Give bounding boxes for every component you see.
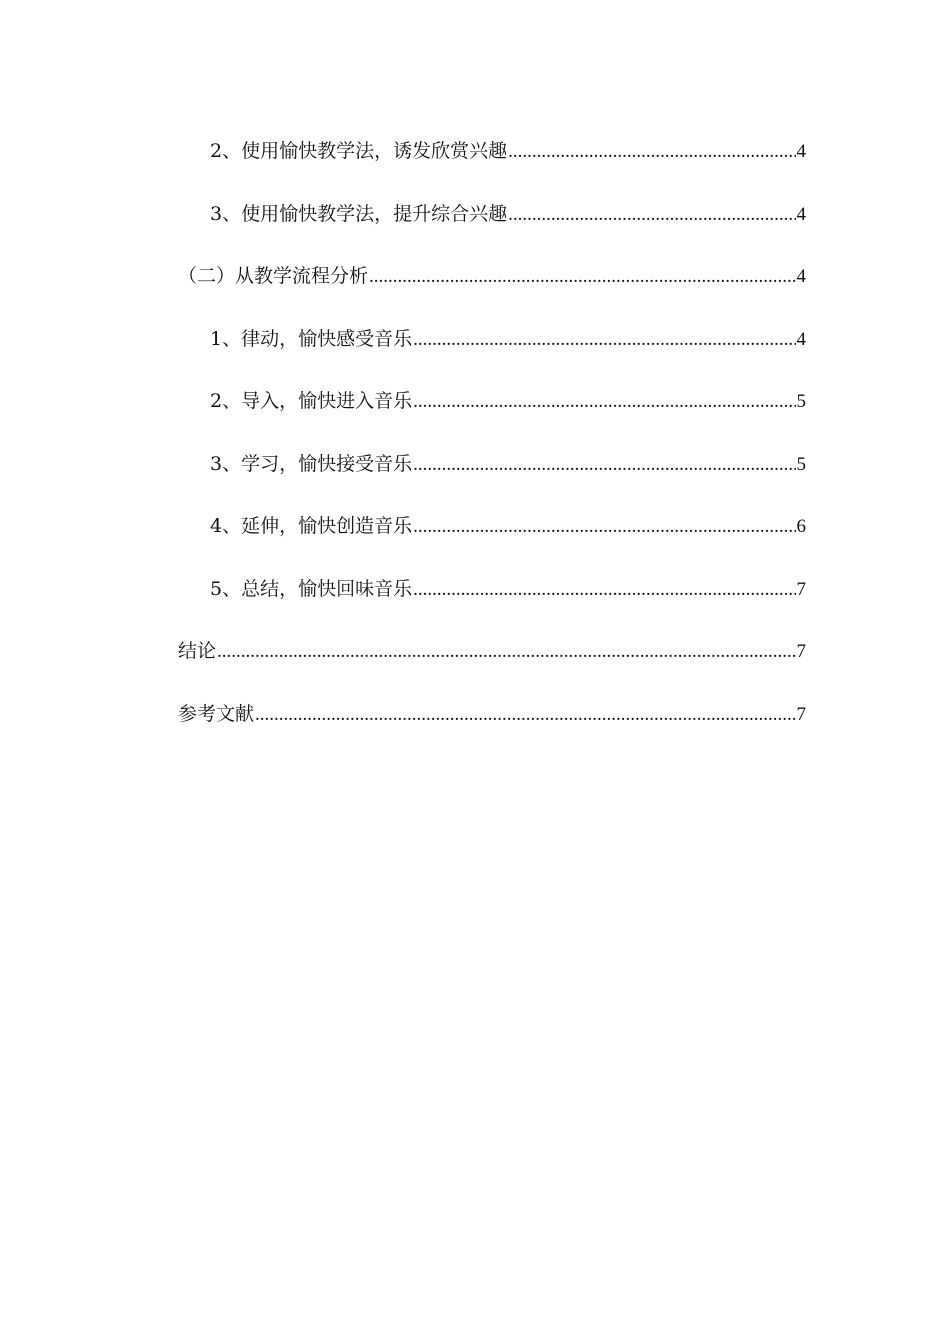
toc-dot-leader [369,258,795,296]
toc-dot-leader [413,571,795,609]
toc-entry[interactable] [178,507,806,570]
toc-entry[interactable] [178,382,806,445]
toc-entry[interactable] [178,695,806,758]
toc-entry-title: 参考文献 [178,702,255,725]
toc-entry[interactable] [178,257,806,320]
toc-entry-title: 5、总结，愉快回味音乐 [210,577,413,600]
toc-entry-title: 2、导入，愉快进入音乐 [210,390,413,412]
toc-page-number: 7 [796,703,806,725]
toc-dot-leader [413,321,795,359]
toc-dot-leader [413,508,795,546]
toc-dot-leader [255,696,795,734]
toc-dot-leader [508,196,795,234]
toc-entry-title: 2、使用愉快教学法，诱发欣赏兴趣 [210,140,508,162]
toc-dot-leader [508,133,795,171]
toc-page-number: 4 [796,266,806,287]
toc-entry[interactable] [178,570,806,633]
toc-entry-title: 3、学习，愉快接受音乐 [210,452,413,475]
toc-entry[interactable] [178,320,806,383]
toc-entry-title: 3、使用愉快教学法，提升综合兴趣 [210,202,508,225]
toc-page-number: 6 [796,516,806,537]
toc-page-number: 4 [796,203,806,225]
toc-entry-title: （二）从教学流程分析 [178,265,369,287]
toc-entry[interactable] [178,632,806,695]
toc-entry[interactable] [178,132,806,195]
toc-entry[interactable] [178,195,806,258]
toc-page-number: 4 [796,141,806,162]
table-of-contents [178,132,806,757]
toc-page-number: 4 [796,328,806,350]
toc-dot-leader [413,446,795,484]
toc-entry-title: 1、律动，愉快感受音乐 [210,327,413,350]
toc-dot-leader [413,383,795,421]
toc-entry[interactable] [178,445,806,508]
toc-entry-title: 4、延伸，愉快创造音乐 [210,515,413,537]
toc-page-number: 5 [796,453,806,475]
toc-page-number: 7 [796,641,806,662]
toc-entry-title: 结论 [178,640,217,662]
toc-page-number: 7 [796,578,806,600]
toc-dot-leader [217,633,795,671]
toc-page-number: 5 [796,391,806,412]
